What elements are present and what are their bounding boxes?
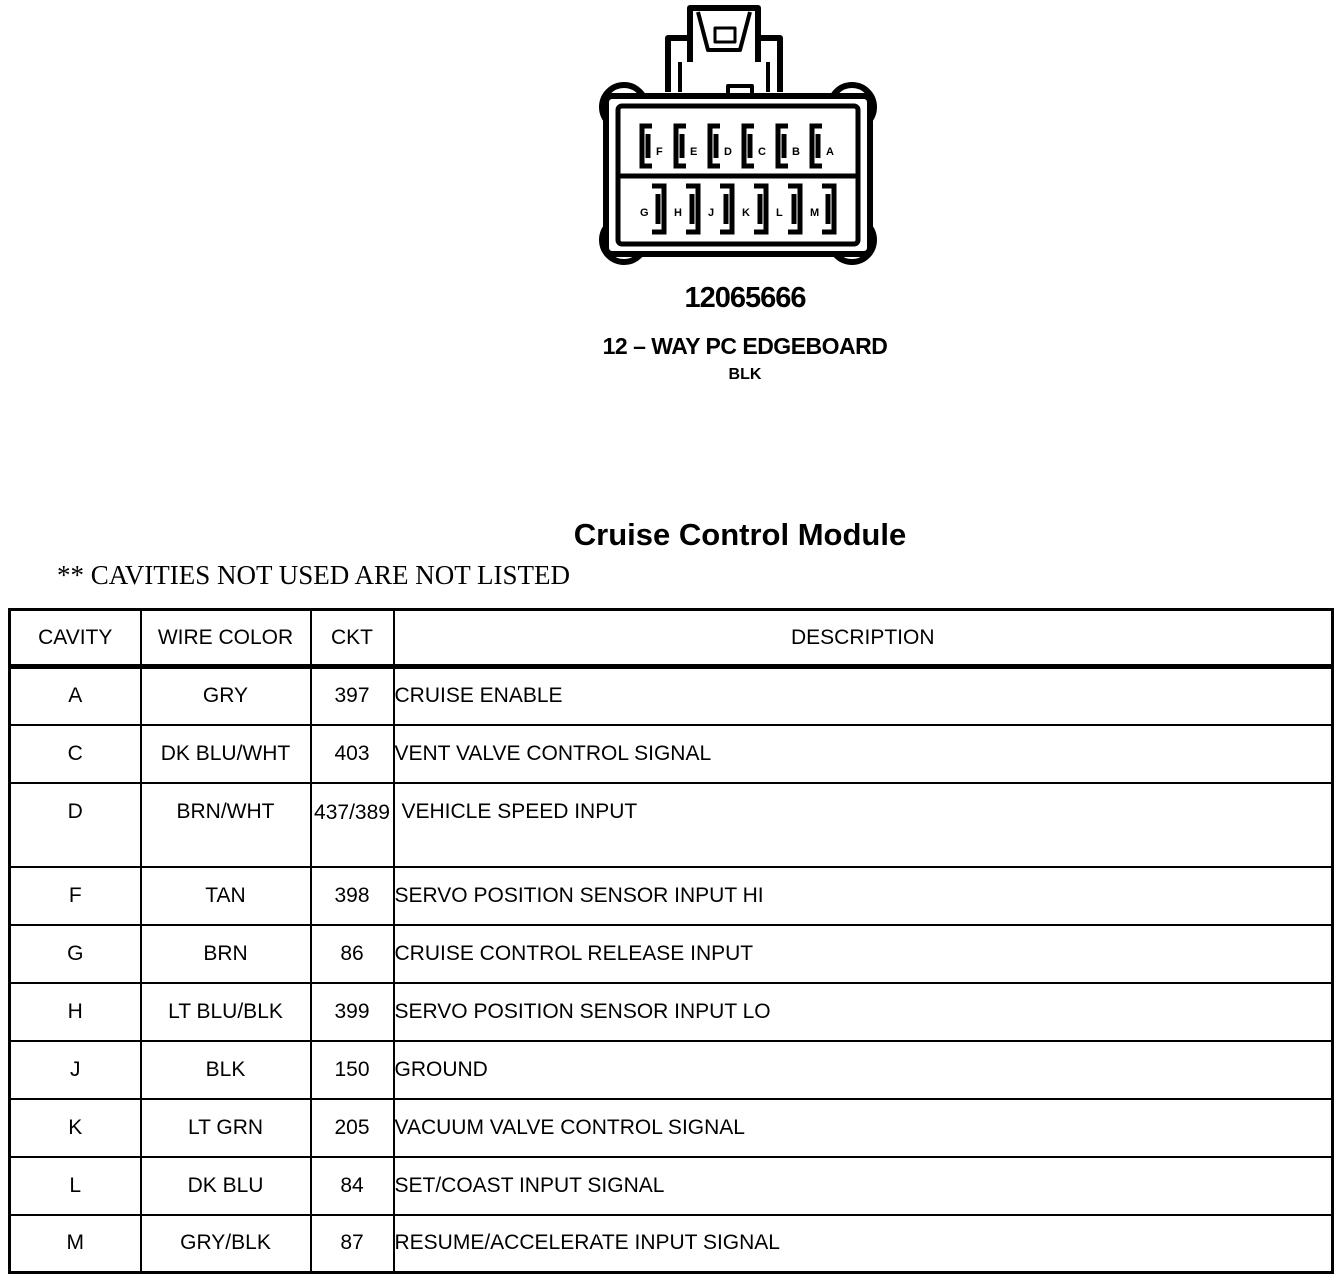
cell-cavity: H	[10, 983, 141, 1041]
cell-ckt: 84	[311, 1157, 394, 1215]
cavity-label-j: J	[708, 207, 715, 219]
connector-part-number: 12065666	[684, 282, 806, 314]
cavity-label-b: B	[792, 146, 800, 158]
cell-description: CRUISE CONTROL RELEASE INPUT	[394, 925, 1333, 983]
cell-ckt: 87	[311, 1215, 394, 1273]
header-ckt: CKT	[311, 610, 394, 667]
table-header-row	[10, 610, 1333, 667]
cavity-label-f: F	[656, 146, 663, 158]
cavity-label-l: L	[776, 207, 783, 219]
cavity-label-h: H	[674, 207, 682, 219]
cell-wire-color: LT GRN	[141, 1099, 311, 1157]
cell-ckt: 86	[311, 925, 394, 983]
cell-cavity: C	[10, 725, 141, 783]
cell-description: VEHICLE SPEED INPUT	[394, 783, 1333, 867]
cell-description: SERVO POSITION SENSOR INPUT LO	[394, 983, 1333, 1041]
cavity-label-d: D	[724, 146, 732, 158]
cell-ckt: 399	[311, 983, 394, 1041]
cell-wire-color: TAN	[141, 867, 311, 925]
table-row	[10, 783, 1333, 867]
cell-cavity: A	[10, 667, 141, 725]
cell-description: SET/COAST INPUT SIGNAL	[394, 1157, 1333, 1215]
cell-cavity: F	[10, 867, 141, 925]
cell-ckt: 403	[311, 725, 394, 783]
cell-wire-color: DK BLU/WHT	[141, 725, 311, 783]
table-row	[10, 867, 1333, 925]
cell-description: GROUND	[394, 1041, 1333, 1099]
cavity-label-m: M	[810, 207, 820, 219]
cell-description: VENT VALVE CONTROL SIGNAL	[394, 725, 1333, 783]
cavity-note: ** CAVITIES NOT USED ARE NOT LISTED	[57, 560, 571, 590]
cell-cavity: L	[10, 1157, 141, 1215]
cell-wire-color: GRY	[141, 667, 311, 725]
header-description: DESCRIPTION	[394, 610, 1333, 667]
table-row	[10, 925, 1333, 983]
cell-cavity: J	[10, 1041, 141, 1099]
cell-wire-color: BRN/WHT	[141, 783, 311, 867]
cell-wire-color: BRN	[141, 925, 311, 983]
cell-description: SERVO POSITION SENSOR INPUT HI	[394, 867, 1333, 925]
cavity-label-g: G	[640, 207, 649, 219]
cavity-label-k: K	[742, 207, 750, 219]
cell-ckt: 397	[311, 667, 394, 725]
cell-cavity: M	[10, 1215, 141, 1273]
cavity-label-c: C	[758, 146, 766, 158]
table-row	[10, 725, 1333, 783]
cell-description: RESUME/ACCELERATE INPUT SIGNAL	[394, 1215, 1333, 1273]
module-title: Cruise Control Module	[573, 517, 907, 552]
cell-cavity: K	[10, 1099, 141, 1157]
cell-wire-color: BLK	[141, 1041, 311, 1099]
cavity-label-e: E	[690, 146, 698, 158]
cell-ckt: 150	[311, 1041, 394, 1099]
connector-type: 12 – WAY PC EDGEBOARD	[602, 333, 888, 359]
table-row	[10, 667, 1333, 725]
cell-cavity: D	[10, 783, 141, 867]
table-row	[10, 1215, 1333, 1273]
table-row	[10, 1157, 1333, 1215]
table-row	[10, 983, 1333, 1041]
connector-diagram	[590, 0, 890, 275]
header-cavity: CAVITY	[10, 610, 141, 667]
cell-wire-color: LT BLU/BLK	[141, 983, 311, 1041]
table-row	[10, 1041, 1333, 1099]
cell-description: CRUISE ENABLE	[394, 667, 1333, 725]
cell-ckt: 437/389	[311, 783, 394, 867]
cell-ckt: 205	[311, 1099, 394, 1157]
header-wire-color: WIRE COLOR	[141, 610, 311, 667]
cell-ckt: 398	[311, 867, 394, 925]
cell-cavity: G	[10, 925, 141, 983]
connector-color: BLK	[728, 366, 762, 383]
cell-wire-color: GRY/BLK	[141, 1215, 311, 1273]
cell-wire-color: DK BLU	[141, 1157, 311, 1215]
cavity-label-a: A	[826, 146, 834, 158]
cell-description: VACUUM VALVE CONTROL SIGNAL	[394, 1099, 1333, 1157]
pinout-table	[8, 608, 1334, 1274]
table-row	[10, 1099, 1333, 1157]
